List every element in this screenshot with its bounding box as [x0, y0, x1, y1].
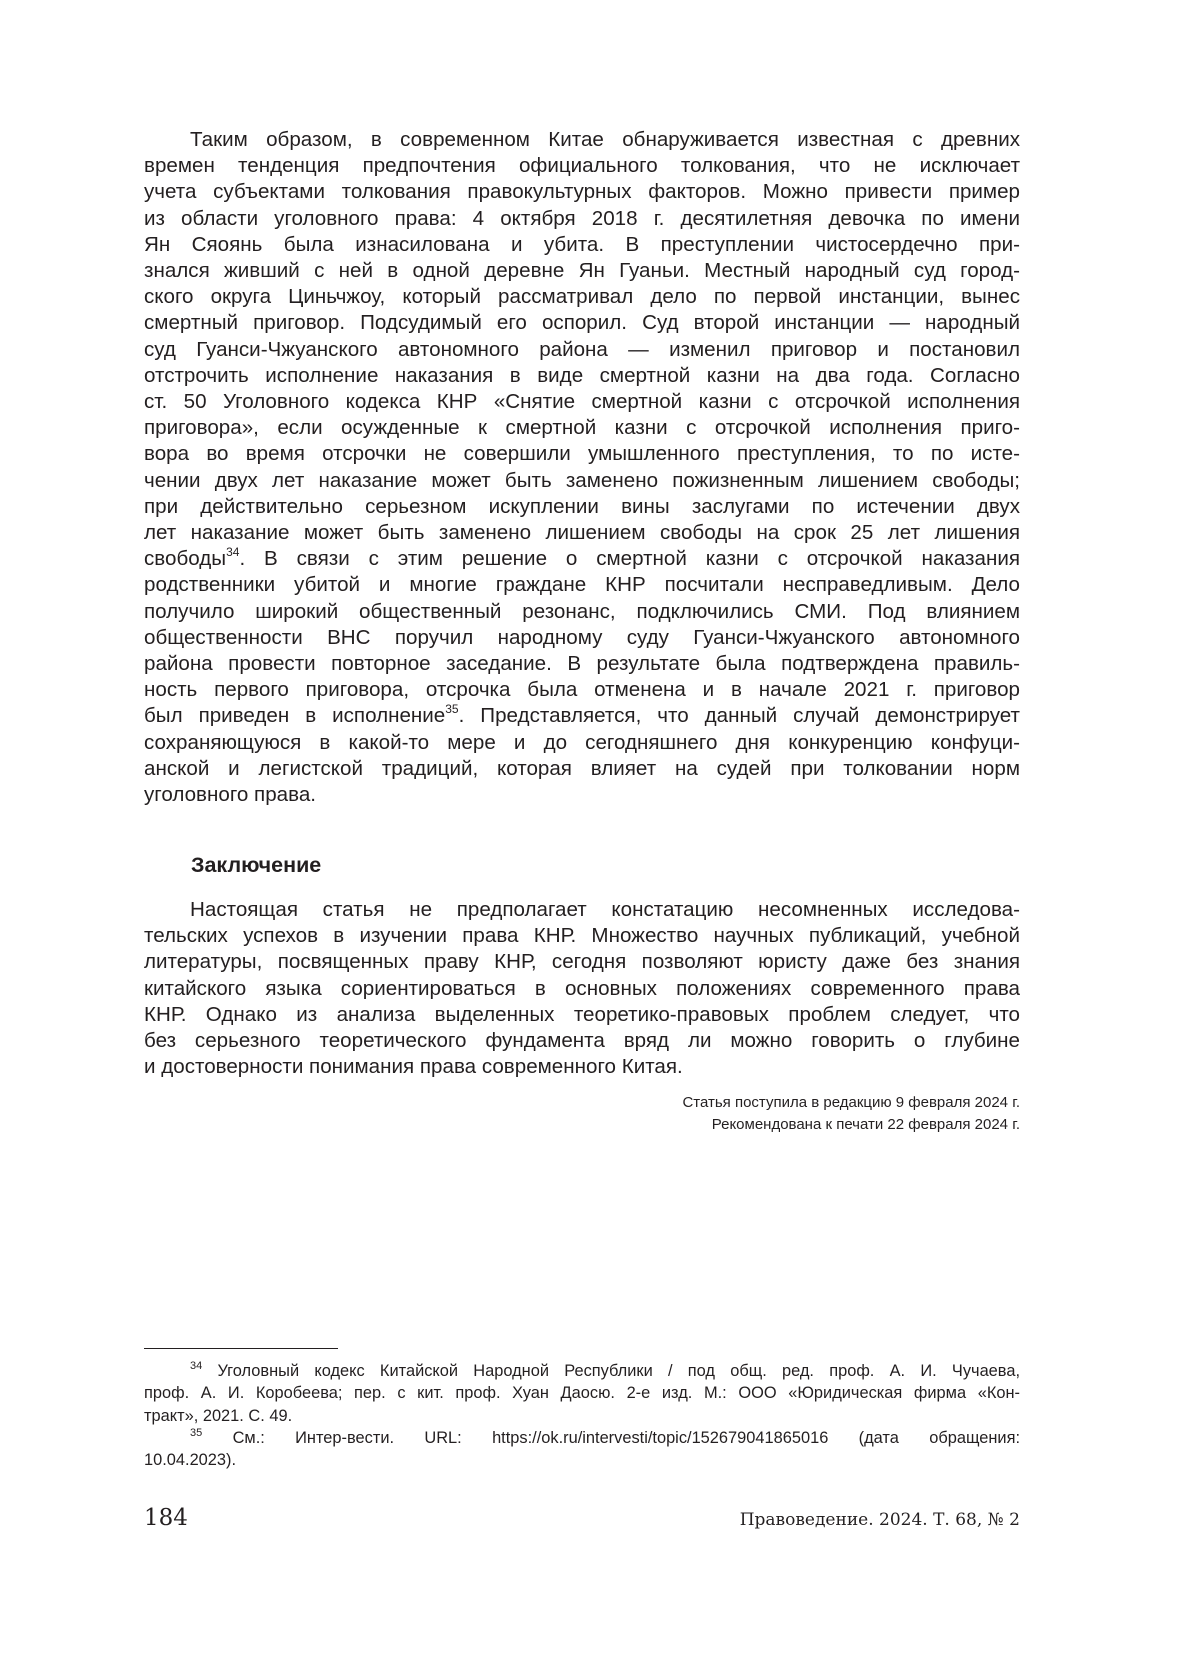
footnote-34	[144, 1360, 1020, 1382]
page-number: 184	[144, 1505, 188, 1531]
section-heading-conclusion: Заключение	[191, 853, 322, 877]
text-line: получило широкий общественный резонанс, подключились СМИ. Под влиянием	[144, 599, 1020, 623]
text-line: родственники убитой и многие граждане КНР посчитали несправедливым. Дело	[144, 573, 1020, 597]
footnote-ref-34[interactable]: 34	[226, 545, 240, 560]
footnote-text: См.: Интер-вести. URL: https://ok.ru/intervesti/topic/152679041865016 (дата обращения:	[232, 1428, 1020, 1447]
received-date: Статья поступила в редакцию 9 февраля 2024 г.	[682, 1094, 1020, 1111]
text-fragment: . В связи с этим решение о смертной казни с отсрочкой наказания	[239, 547, 1020, 571]
footnote-line: 10.04.2023).	[144, 1451, 237, 1470]
text-line	[144, 703, 1020, 729]
text-line: отстрочить исполнение наказания в виде смертной казни на два года. Согласно	[144, 363, 1020, 387]
footnote-separator	[144, 1348, 338, 1349]
text-line: смертный приговор. Подсудимый его оспорил. Суд второй инстанции — народный	[144, 311, 1020, 335]
footnotes	[144, 1360, 1020, 1471]
text-line: без серьезного теоретического фундамента вряд ли можно говорить о глубине	[144, 1029, 1020, 1053]
journal-reference: Правоведение. 2024. Т. 68, № 2	[739, 1510, 1020, 1530]
text-line: приговора», если осужденные к смертной казни с отсрочкой исполнения приго-	[144, 416, 1020, 440]
text-line: литературы, посвященных праву КНР, сегодня позволяют юристу даже без знания	[144, 950, 1020, 974]
text-line: чении двух лет наказание может быть заменено пожизненным лишением свободы;	[144, 468, 1020, 492]
text-line: района провести повторное заседание. В результате была подтверждена правиль-	[144, 652, 1020, 676]
body-paragraph-1	[144, 127, 1020, 808]
text-line: Таким образом, в современном Китае обнаруживается известная с древних	[190, 128, 1020, 151]
text-line: КНР. Однако из анализа выделенных теоретико-правовых проблем следует, что	[144, 1002, 1020, 1026]
text-line: ст. 50 Уголовного кодекса КНР «Снятие смертной казни с отсрочкой исполнения	[144, 390, 1020, 414]
text-line: ность первого приговора, отсрочка была отменена и в начале 2021 г. приговор	[144, 678, 1020, 702]
body-paragraph-2	[144, 897, 1020, 1080]
text-line: сохраняющуюся в какой-то мере и до сегодняшнего дня конкуренцию конфуци-	[144, 730, 1020, 754]
text-line: ского округа Циньчжоу, который рассматривал дело по первой инстанции, вынес	[144, 285, 1020, 309]
text-line: Ян Сяоянь была изнасилована и убита. В преступлении чистосердечно при-	[144, 232, 1020, 256]
text-line: уголовного права.	[144, 783, 316, 807]
text-line: учета субъектами толкования правокультурных факторов. Можно привести пример	[144, 180, 1020, 204]
footnote-number: 34	[190, 1360, 203, 1372]
text-line: китайского языка сориентироваться в основных положениях современного права	[144, 976, 1020, 1000]
recommended-date: Рекомендована к печати 22 февраля 2024 г.	[711, 1116, 1020, 1133]
text-line: знался живший с ней в одной деревне Ян Гуаньи. Местный народный суд город-	[144, 259, 1020, 283]
text-line	[144, 546, 1020, 572]
text-line: тельских успехов в изучении права КНР. Множество научных публикаций, учебной	[144, 924, 1020, 948]
footnote-ref-35[interactable]: 35	[445, 702, 459, 717]
text-line: и достоверности понимания права современного Китая.	[144, 1055, 683, 1079]
footnote-35	[144, 1427, 1020, 1449]
text-line: при действительно серьезном искуплении вины заслугами по истечении двух	[144, 494, 1020, 518]
footnote-text: Уголовный кодекс Китайской Народной Республики / под общ. ред. проф. А. И. Чучаева,	[217, 1362, 1020, 1380]
text-fragment: был приведен в исполнение	[144, 704, 446, 728]
text-line: суд Гуанси-Чжуанского автономного района — изменил приговор и постановил	[144, 337, 1020, 361]
text-line: из области уголовного права: 4 октября 2018 г. десятилетняя девочка по имени	[144, 206, 1020, 230]
article-dates	[682, 1092, 1020, 1136]
footnote-number: 35	[190, 1426, 203, 1439]
text-line: лет наказание может быть заменено лишением свободы на срок 25 лет лишения	[144, 521, 1020, 545]
text-line: анской и легистской традиций, которая влияет на судей при толковании норм	[144, 756, 1020, 780]
footnote-line: тракт», 2021. С. 49.	[144, 1406, 293, 1425]
footnote-line: проф. А. И. Коробеева; пер. с кит. проф. Хуан Даосю. 2-е изд. М.: ООО «Юридическая фирма «Кон-	[144, 1384, 1020, 1403]
text-line: общественности ВНС поручил народному суду Гуанси-Чжуанского автономного	[144, 625, 1020, 649]
text-line: времен тенденция предпочтения официального толкования, что не исключает	[144, 154, 1020, 178]
text-fragment: . Представляется, что данный случай демонстрирует	[458, 704, 1020, 728]
text-line: Настоящая статья не предполагает констатацию несомненных исследова-	[190, 898, 1020, 921]
text-fragment: свободы	[144, 547, 227, 571]
text-line: вора во время отсрочки не совершили умышленного преступления, то по исте-	[144, 442, 1020, 466]
